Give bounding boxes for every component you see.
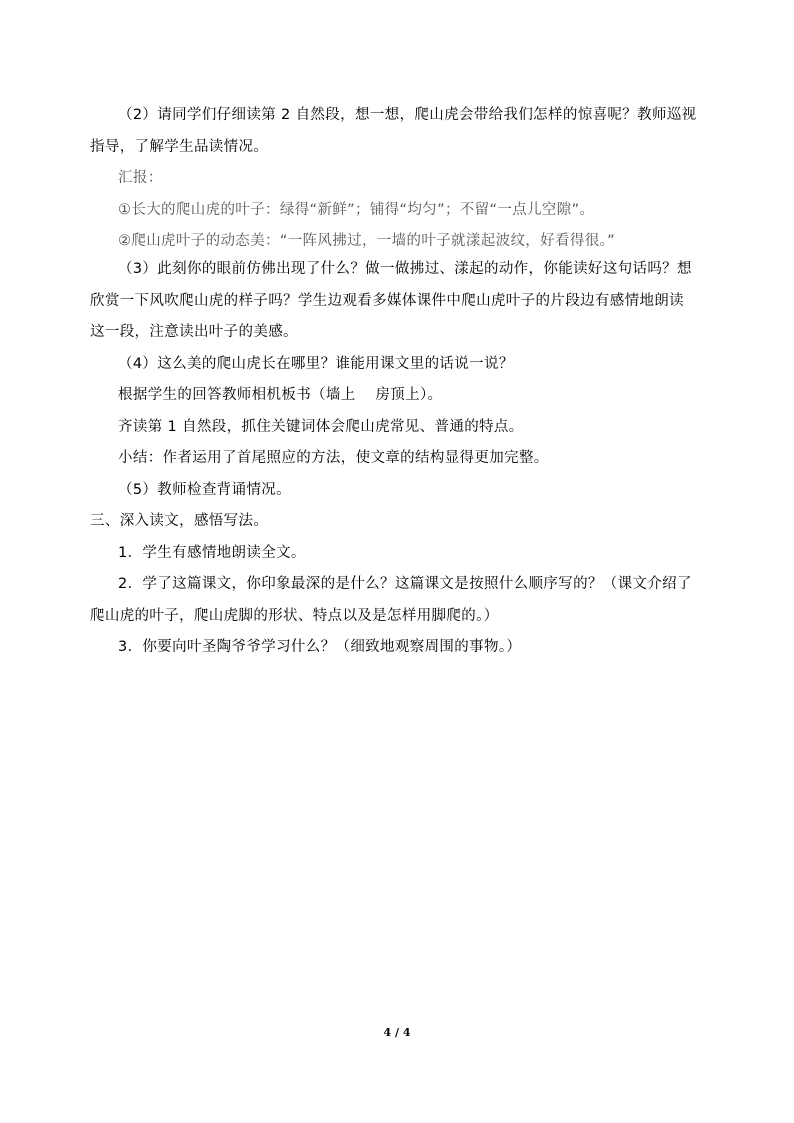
paragraph-summary: 小结：作者运用了首尾照应的方法，使文章的结构显得更加完整。 bbox=[118, 450, 549, 466]
section-3-item-2-line-1: 2．学了这篇课文，你印象最深的是什么？这篇课文是按照什么顺序写的？（课文介绍了 bbox=[118, 576, 692, 592]
paragraph-read-aloud: 齐读第 1 自然段，抓住关键词体会爬山虎常见、普通的特点。 bbox=[118, 418, 524, 435]
section-heading-3: 三、深入读文，感悟写法。 bbox=[90, 513, 269, 529]
paragraph-step-3-line-2: 欣赏一下风吹爬山虎的样子吗？学生边观看多媒体课件中爬山虎叶子的片段边有感情地朗读 bbox=[90, 292, 684, 309]
report-item-2: ②爬山虎叶子的动态美：“一阵风拂过，一墙的叶子就漾起波纹，好看得很。” bbox=[118, 233, 616, 249]
paragraph-step-3-line-1: （3）此刻你的眼前仿佛出现了什么？做一做拂过、漾起的动作，你能读好这句话吗？想 bbox=[118, 261, 692, 277]
section-3-item-2-line-2: 爬山虎的叶子，爬山虎脚的形状、特点以及是怎样用脚爬的。） bbox=[90, 607, 499, 624]
paragraph-step-2-line-1: （2）请同学们仔细读第 2 自然段，想一想，爬山虎会带给我们怎样的惊喜呢？教师巡视 bbox=[118, 107, 697, 123]
section-3-item-3: 3．你要向叶圣陶爷爷学习什么？（细致地观察周围的事物。） bbox=[118, 639, 522, 655]
section-3-item-1: 1．学生有感情地朗读全文。 bbox=[118, 544, 306, 561]
document-body bbox=[90, 103, 715, 667]
paragraph-step-4: （4）这么美的爬山虎长在哪里？谁能用课文里的话说一说？ bbox=[118, 355, 514, 372]
paragraph-blackboard-note: 根据学生的回答教师相机板书（墙上 房顶上）。 bbox=[118, 387, 443, 403]
report-item-1: ①长大的爬山虎的叶子：绿得“新鲜”；铺得“均匀”；不留“一点儿空隙”。 bbox=[118, 201, 595, 218]
page-number: 4 / 4 bbox=[383, 1026, 411, 1039]
paragraph-step-2-line-2: 指导，了解学生品读情况。 bbox=[90, 138, 269, 155]
report-heading: 汇报： bbox=[118, 170, 163, 186]
paragraph-step-3-line-3: 这一段，注意读出叶子的美感。 bbox=[90, 324, 298, 340]
paragraph-step-5: （5）教师检查背诵情况。 bbox=[118, 481, 291, 498]
